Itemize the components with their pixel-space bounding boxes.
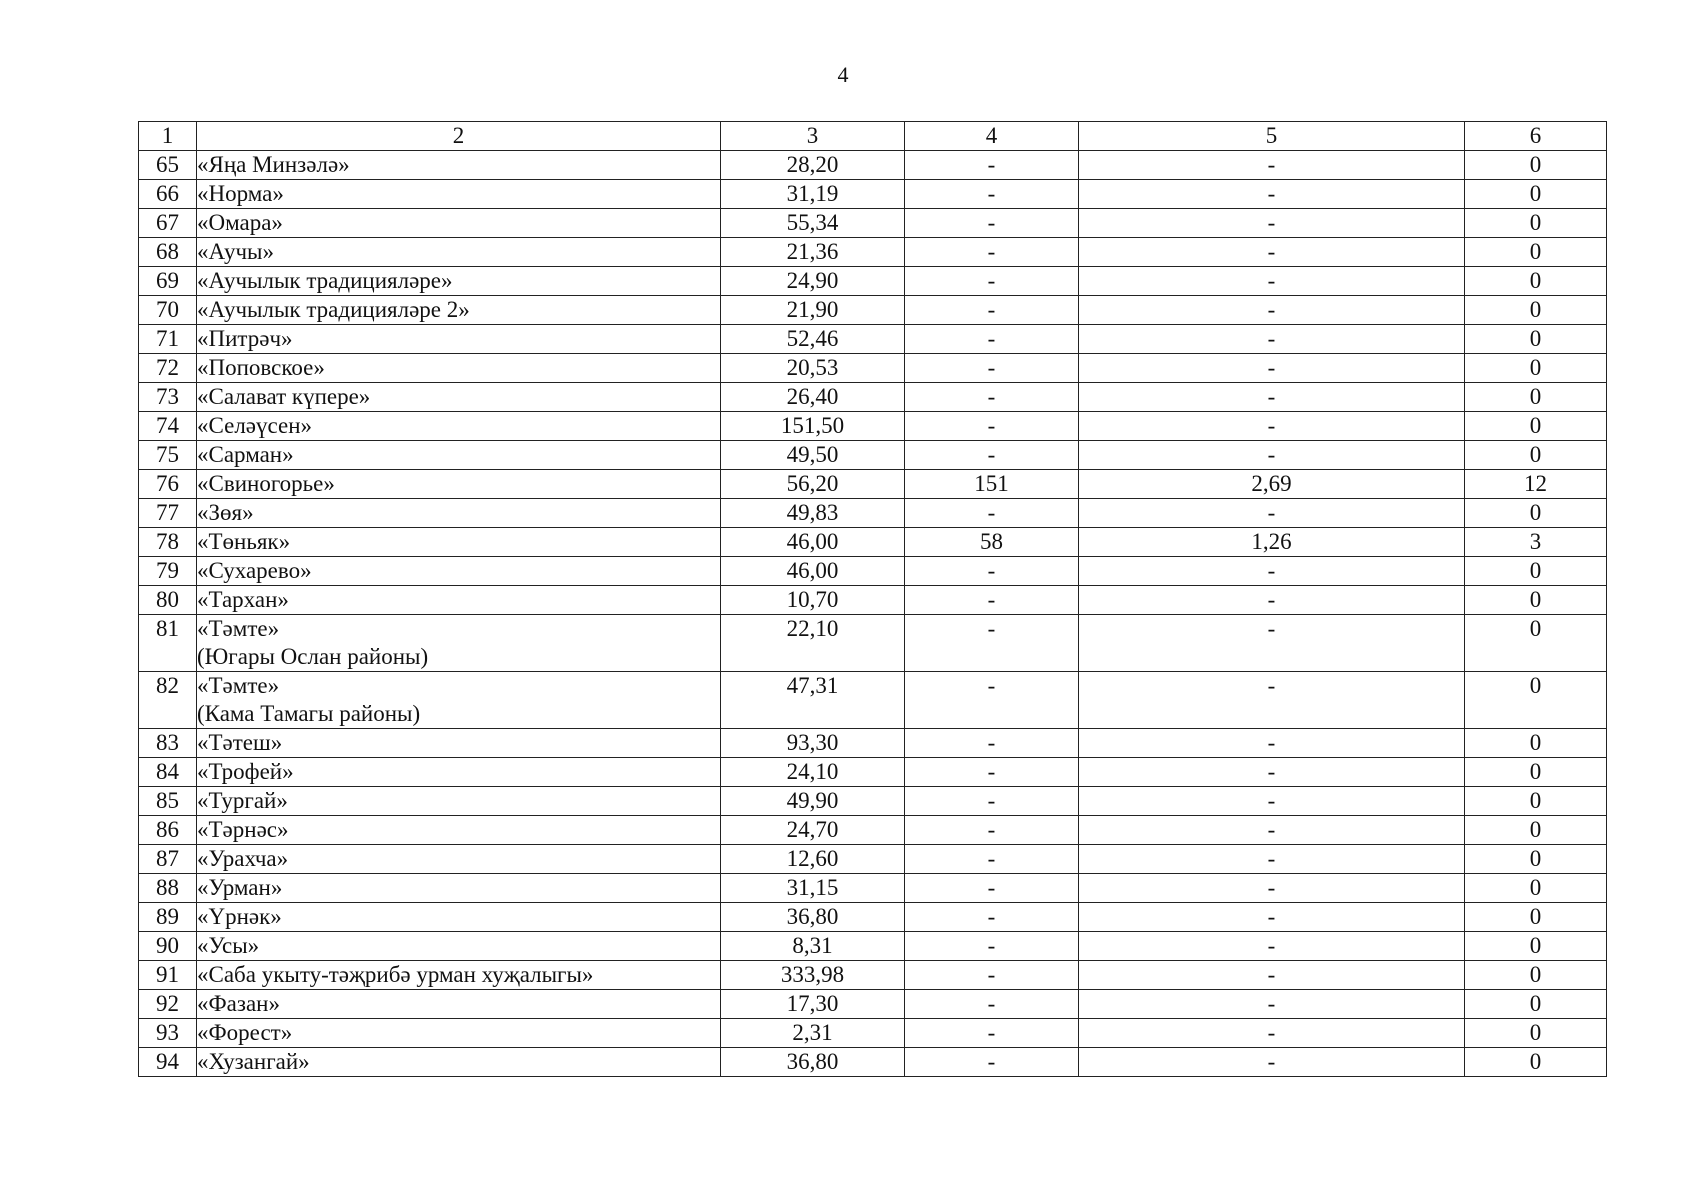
row-name-cell bbox=[197, 903, 721, 932]
row-col5-value: - bbox=[1079, 961, 1465, 990]
row-number: 80 bbox=[139, 586, 197, 615]
row-col3-value: 93,30 bbox=[721, 729, 905, 758]
row-col6-value: 0 bbox=[1465, 990, 1607, 1019]
row-col5-value: - bbox=[1079, 412, 1465, 441]
row-name-cell bbox=[197, 528, 721, 557]
row-name: «Урман» bbox=[197, 875, 283, 900]
row-col5-value: - bbox=[1079, 932, 1465, 961]
row-col4-value: - bbox=[905, 238, 1079, 267]
row-name: «Сарман» bbox=[197, 442, 294, 467]
row-number: 82 bbox=[139, 672, 197, 729]
table-row bbox=[139, 729, 1607, 758]
row-col6-value: 0 bbox=[1465, 296, 1607, 325]
row-col3-value: 49,50 bbox=[721, 441, 905, 470]
row-col5-value: - bbox=[1079, 296, 1465, 325]
row-col3-value: 20,53 bbox=[721, 354, 905, 383]
row-col5-value: - bbox=[1079, 615, 1465, 672]
row-name-cell bbox=[197, 354, 721, 383]
row-col5-value: - bbox=[1079, 1048, 1465, 1077]
row-name-cell bbox=[197, 961, 721, 990]
row-name: «Тәрнәс» bbox=[197, 817, 289, 842]
row-name-cell bbox=[197, 845, 721, 874]
table-row bbox=[139, 1048, 1607, 1077]
row-col4-value: - bbox=[905, 758, 1079, 787]
row-col3-value: 49,90 bbox=[721, 787, 905, 816]
row-col6-value: 0 bbox=[1465, 874, 1607, 903]
row-name-cell bbox=[197, 816, 721, 845]
row-col6-value: 0 bbox=[1465, 151, 1607, 180]
row-number: 69 bbox=[139, 267, 197, 296]
row-name-cell bbox=[197, 672, 721, 729]
row-col3-value: 17,30 bbox=[721, 990, 905, 1019]
row-col5-value: - bbox=[1079, 325, 1465, 354]
row-col3-value: 46,00 bbox=[721, 557, 905, 586]
row-name-cell bbox=[197, 441, 721, 470]
row-col4-value: - bbox=[905, 354, 1079, 383]
row-number: 93 bbox=[139, 1019, 197, 1048]
row-name: «Үрнәк» bbox=[197, 904, 282, 929]
table-row bbox=[139, 151, 1607, 180]
table-row bbox=[139, 267, 1607, 296]
row-col3-value: 52,46 bbox=[721, 325, 905, 354]
row-number: 91 bbox=[139, 961, 197, 990]
row-col6-value: 0 bbox=[1465, 325, 1607, 354]
row-col4-value: - bbox=[905, 499, 1079, 528]
row-col5-value: - bbox=[1079, 990, 1465, 1019]
row-name: «Зөя» bbox=[197, 500, 254, 525]
row-col4-value: - bbox=[905, 816, 1079, 845]
row-name-cell bbox=[197, 151, 721, 180]
row-col4-value: - bbox=[905, 441, 1079, 470]
row-number: 88 bbox=[139, 874, 197, 903]
table-row bbox=[139, 990, 1607, 1019]
row-name: «Тархан» bbox=[197, 587, 289, 612]
row-number: 92 bbox=[139, 990, 197, 1019]
table-row bbox=[139, 383, 1607, 412]
row-name-cell bbox=[197, 586, 721, 615]
row-col4-value: - bbox=[905, 845, 1079, 874]
row-name-cell bbox=[197, 267, 721, 296]
row-col4-value: - bbox=[905, 180, 1079, 209]
column-header-5: 5 bbox=[1079, 122, 1465, 151]
row-col5-value: 1,26 bbox=[1079, 528, 1465, 557]
row-col5-value: - bbox=[1079, 845, 1465, 874]
row-col6-value: 0 bbox=[1465, 787, 1607, 816]
row-col3-value: 8,31 bbox=[721, 932, 905, 961]
row-col6-value: 0 bbox=[1465, 932, 1607, 961]
row-number: 65 bbox=[139, 151, 197, 180]
table-row bbox=[139, 557, 1607, 586]
row-name: «Омара» bbox=[197, 210, 283, 235]
row-name: «Усы» bbox=[197, 933, 260, 958]
row-number: 68 bbox=[139, 238, 197, 267]
row-col3-value: 31,15 bbox=[721, 874, 905, 903]
row-col6-value: 0 bbox=[1465, 961, 1607, 990]
row-col3-value: 49,83 bbox=[721, 499, 905, 528]
row-col6-value: 0 bbox=[1465, 903, 1607, 932]
row-col4-value: - bbox=[905, 903, 1079, 932]
row-col4-value: - bbox=[905, 557, 1079, 586]
row-name: «Поповское» bbox=[197, 355, 325, 380]
row-col4-value: - bbox=[905, 932, 1079, 961]
row-col6-value: 0 bbox=[1465, 412, 1607, 441]
row-col5-value: - bbox=[1079, 816, 1465, 845]
row-number: 84 bbox=[139, 758, 197, 787]
row-number: 87 bbox=[139, 845, 197, 874]
table-row bbox=[139, 932, 1607, 961]
table-row bbox=[139, 845, 1607, 874]
column-header-6: 6 bbox=[1465, 122, 1607, 151]
row-col3-value: 24,10 bbox=[721, 758, 905, 787]
row-col6-value: 0 bbox=[1465, 557, 1607, 586]
row-name: «Селәүсен» bbox=[197, 413, 313, 438]
row-col5-value: - bbox=[1079, 586, 1465, 615]
row-col5-value: - bbox=[1079, 151, 1465, 180]
table-row bbox=[139, 499, 1607, 528]
row-name-cell bbox=[197, 499, 721, 528]
column-header-1: 1 bbox=[139, 122, 197, 151]
row-number: 90 bbox=[139, 932, 197, 961]
row-col3-value: 55,34 bbox=[721, 209, 905, 238]
row-col5-value: - bbox=[1079, 874, 1465, 903]
column-header-2: 2 bbox=[197, 122, 721, 151]
row-name: «Тәмте» bbox=[197, 616, 280, 641]
row-col4-value: - bbox=[905, 1019, 1079, 1048]
row-number: 83 bbox=[139, 729, 197, 758]
row-col5-value: - bbox=[1079, 672, 1465, 729]
row-col5-value: - bbox=[1079, 903, 1465, 932]
row-name: «Сухарево» bbox=[197, 558, 312, 583]
row-col4-value: 151 bbox=[905, 470, 1079, 499]
header-row bbox=[139, 122, 1607, 151]
row-col6-value: 12 bbox=[1465, 470, 1607, 499]
row-col4-value: - bbox=[905, 615, 1079, 672]
row-col6-value: 0 bbox=[1465, 586, 1607, 615]
row-number: 77 bbox=[139, 499, 197, 528]
row-name: «Төньяк» bbox=[197, 529, 291, 554]
table-row bbox=[139, 209, 1607, 238]
row-number: 81 bbox=[139, 615, 197, 672]
row-col3-value: 28,20 bbox=[721, 151, 905, 180]
table-row bbox=[139, 586, 1607, 615]
row-name-cell bbox=[197, 325, 721, 354]
row-name: «Питрәч» bbox=[197, 326, 293, 351]
row-col5-value: - bbox=[1079, 267, 1465, 296]
row-number: 73 bbox=[139, 383, 197, 412]
row-name-cell bbox=[197, 209, 721, 238]
row-number: 67 bbox=[139, 209, 197, 238]
row-col3-value: 24,90 bbox=[721, 267, 905, 296]
row-name: «Салават күпере» bbox=[197, 384, 371, 409]
row-col3-value: 56,20 bbox=[721, 470, 905, 499]
row-col4-value: - bbox=[905, 383, 1079, 412]
row-col5-value: - bbox=[1079, 499, 1465, 528]
row-col4-value: - bbox=[905, 787, 1079, 816]
row-name-cell bbox=[197, 1019, 721, 1048]
row-name-cell bbox=[197, 615, 721, 672]
row-col4-value: 58 bbox=[905, 528, 1079, 557]
table-row bbox=[139, 354, 1607, 383]
row-name: «Свиногорье» bbox=[197, 471, 335, 496]
row-col3-value: 24,70 bbox=[721, 816, 905, 845]
row-col6-value: 3 bbox=[1465, 528, 1607, 557]
row-name: «Аучылык традицияләре» bbox=[197, 268, 453, 293]
row-name: «Форест» bbox=[197, 1020, 293, 1045]
row-col5-value: - bbox=[1079, 787, 1465, 816]
row-name-cell bbox=[197, 180, 721, 209]
row-col3-value: 2,31 bbox=[721, 1019, 905, 1048]
row-name-cell bbox=[197, 412, 721, 441]
row-name-cell bbox=[197, 874, 721, 903]
row-col3-value: 26,40 bbox=[721, 383, 905, 412]
row-number: 86 bbox=[139, 816, 197, 845]
row-col5-value: - bbox=[1079, 238, 1465, 267]
row-col5-value: - bbox=[1079, 729, 1465, 758]
row-col5-value: - bbox=[1079, 441, 1465, 470]
row-col4-value: - bbox=[905, 267, 1079, 296]
row-name: «Хузангай» bbox=[197, 1049, 310, 1074]
column-header-3: 3 bbox=[721, 122, 905, 151]
data-table bbox=[138, 121, 1607, 1077]
row-number: 66 bbox=[139, 180, 197, 209]
row-col3-value: 36,80 bbox=[721, 1048, 905, 1077]
row-col6-value: 0 bbox=[1465, 758, 1607, 787]
row-col4-value: - bbox=[905, 874, 1079, 903]
row-col6-value: 0 bbox=[1465, 441, 1607, 470]
row-col5-value: - bbox=[1079, 180, 1465, 209]
row-col6-value: 0 bbox=[1465, 1048, 1607, 1077]
table-row bbox=[139, 787, 1607, 816]
row-name: «Тәтеш» bbox=[197, 730, 283, 755]
row-col5-value: - bbox=[1079, 354, 1465, 383]
row-col3-value: 21,90 bbox=[721, 296, 905, 325]
row-col6-value: 0 bbox=[1465, 180, 1607, 209]
row-col4-value: - bbox=[905, 325, 1079, 354]
row-col4-value: - bbox=[905, 586, 1079, 615]
row-col6-value: 0 bbox=[1465, 238, 1607, 267]
table-row bbox=[139, 961, 1607, 990]
row-col6-value: 0 bbox=[1465, 1019, 1607, 1048]
row-number: 70 bbox=[139, 296, 197, 325]
row-number: 75 bbox=[139, 441, 197, 470]
row-col6-value: 0 bbox=[1465, 499, 1607, 528]
row-col6-value: 0 bbox=[1465, 845, 1607, 874]
row-col5-value: - bbox=[1079, 557, 1465, 586]
table-row bbox=[139, 296, 1607, 325]
table-row bbox=[139, 615, 1607, 672]
row-col3-value: 47,31 bbox=[721, 672, 905, 729]
row-name-district: (Кама Тамагы районы) bbox=[197, 701, 421, 726]
row-col5-value: - bbox=[1079, 209, 1465, 238]
row-name-cell bbox=[197, 557, 721, 586]
row-name: «Норма» bbox=[197, 181, 284, 206]
row-name: «Аучылык традицияләре 2» bbox=[197, 297, 470, 322]
row-name-cell bbox=[197, 1048, 721, 1077]
table-row bbox=[139, 325, 1607, 354]
row-number: 79 bbox=[139, 557, 197, 586]
row-col6-value: 0 bbox=[1465, 729, 1607, 758]
row-col6-value: 0 bbox=[1465, 615, 1607, 672]
row-name-cell bbox=[197, 238, 721, 267]
row-name: «Яңа Минзәлә» bbox=[197, 152, 350, 177]
row-col5-value: 2,69 bbox=[1079, 470, 1465, 499]
row-col3-value: 10,70 bbox=[721, 586, 905, 615]
table-row bbox=[139, 903, 1607, 932]
row-col3-value: 22,10 bbox=[721, 615, 905, 672]
table-row bbox=[139, 180, 1607, 209]
row-col4-value: - bbox=[905, 412, 1079, 441]
row-name-cell bbox=[197, 787, 721, 816]
column-header-4: 4 bbox=[905, 122, 1079, 151]
row-name-cell bbox=[197, 729, 721, 758]
row-name: «Тургай» bbox=[197, 788, 288, 813]
row-col3-value: 12,60 bbox=[721, 845, 905, 874]
row-name-district: (Югары Ослан районы) bbox=[197, 644, 429, 669]
row-name-cell bbox=[197, 470, 721, 499]
row-col4-value: - bbox=[905, 990, 1079, 1019]
row-col4-value: - bbox=[905, 151, 1079, 180]
row-col4-value: - bbox=[905, 296, 1079, 325]
row-col3-value: 46,00 bbox=[721, 528, 905, 557]
row-col6-value: 0 bbox=[1465, 816, 1607, 845]
row-col4-value: - bbox=[905, 961, 1079, 990]
row-col4-value: - bbox=[905, 209, 1079, 238]
row-number: 78 bbox=[139, 528, 197, 557]
table-row bbox=[139, 758, 1607, 787]
row-number: 71 bbox=[139, 325, 197, 354]
row-name: «Трофей» bbox=[197, 759, 294, 784]
row-name: «Урахча» bbox=[197, 846, 289, 871]
row-col6-value: 0 bbox=[1465, 672, 1607, 729]
row-col6-value: 0 bbox=[1465, 209, 1607, 238]
row-name: «Фазан» bbox=[197, 991, 280, 1016]
table-row bbox=[139, 238, 1607, 267]
table-row bbox=[139, 816, 1607, 845]
table-row bbox=[139, 672, 1607, 729]
row-number: 76 bbox=[139, 470, 197, 499]
row-col4-value: - bbox=[905, 1048, 1079, 1077]
row-col3-value: 21,36 bbox=[721, 238, 905, 267]
row-number: 85 bbox=[139, 787, 197, 816]
row-col6-value: 0 bbox=[1465, 354, 1607, 383]
row-name: «Тәмте» bbox=[197, 673, 280, 698]
table-row bbox=[139, 874, 1607, 903]
table-row bbox=[139, 412, 1607, 441]
table-row bbox=[139, 528, 1607, 557]
row-col5-value: - bbox=[1079, 758, 1465, 787]
row-number: 74 bbox=[139, 412, 197, 441]
page-number: 4 bbox=[837, 62, 849, 87]
row-number: 89 bbox=[139, 903, 197, 932]
row-name-cell bbox=[197, 990, 721, 1019]
row-name: «Аучы» bbox=[197, 239, 274, 264]
row-name: «Саба укыту-тәҗрибә урман хуҗалыгы» bbox=[197, 962, 594, 987]
row-number: 94 bbox=[139, 1048, 197, 1077]
row-col6-value: 0 bbox=[1465, 383, 1607, 412]
row-col4-value: - bbox=[905, 729, 1079, 758]
row-name-cell bbox=[197, 383, 721, 412]
row-col3-value: 36,80 bbox=[721, 903, 905, 932]
row-name-cell bbox=[197, 296, 721, 325]
row-col5-value: - bbox=[1079, 383, 1465, 412]
row-col3-value: 31,19 bbox=[721, 180, 905, 209]
row-col3-value: 151,50 bbox=[721, 412, 905, 441]
table-row bbox=[139, 470, 1607, 499]
row-name-cell bbox=[197, 758, 721, 787]
row-name-cell bbox=[197, 932, 721, 961]
row-col6-value: 0 bbox=[1465, 267, 1607, 296]
row-number: 72 bbox=[139, 354, 197, 383]
table-row bbox=[139, 1019, 1607, 1048]
row-col3-value: 333,98 bbox=[721, 961, 905, 990]
row-col4-value: - bbox=[905, 672, 1079, 729]
row-col5-value: - bbox=[1079, 1019, 1465, 1048]
table-row bbox=[139, 441, 1607, 470]
